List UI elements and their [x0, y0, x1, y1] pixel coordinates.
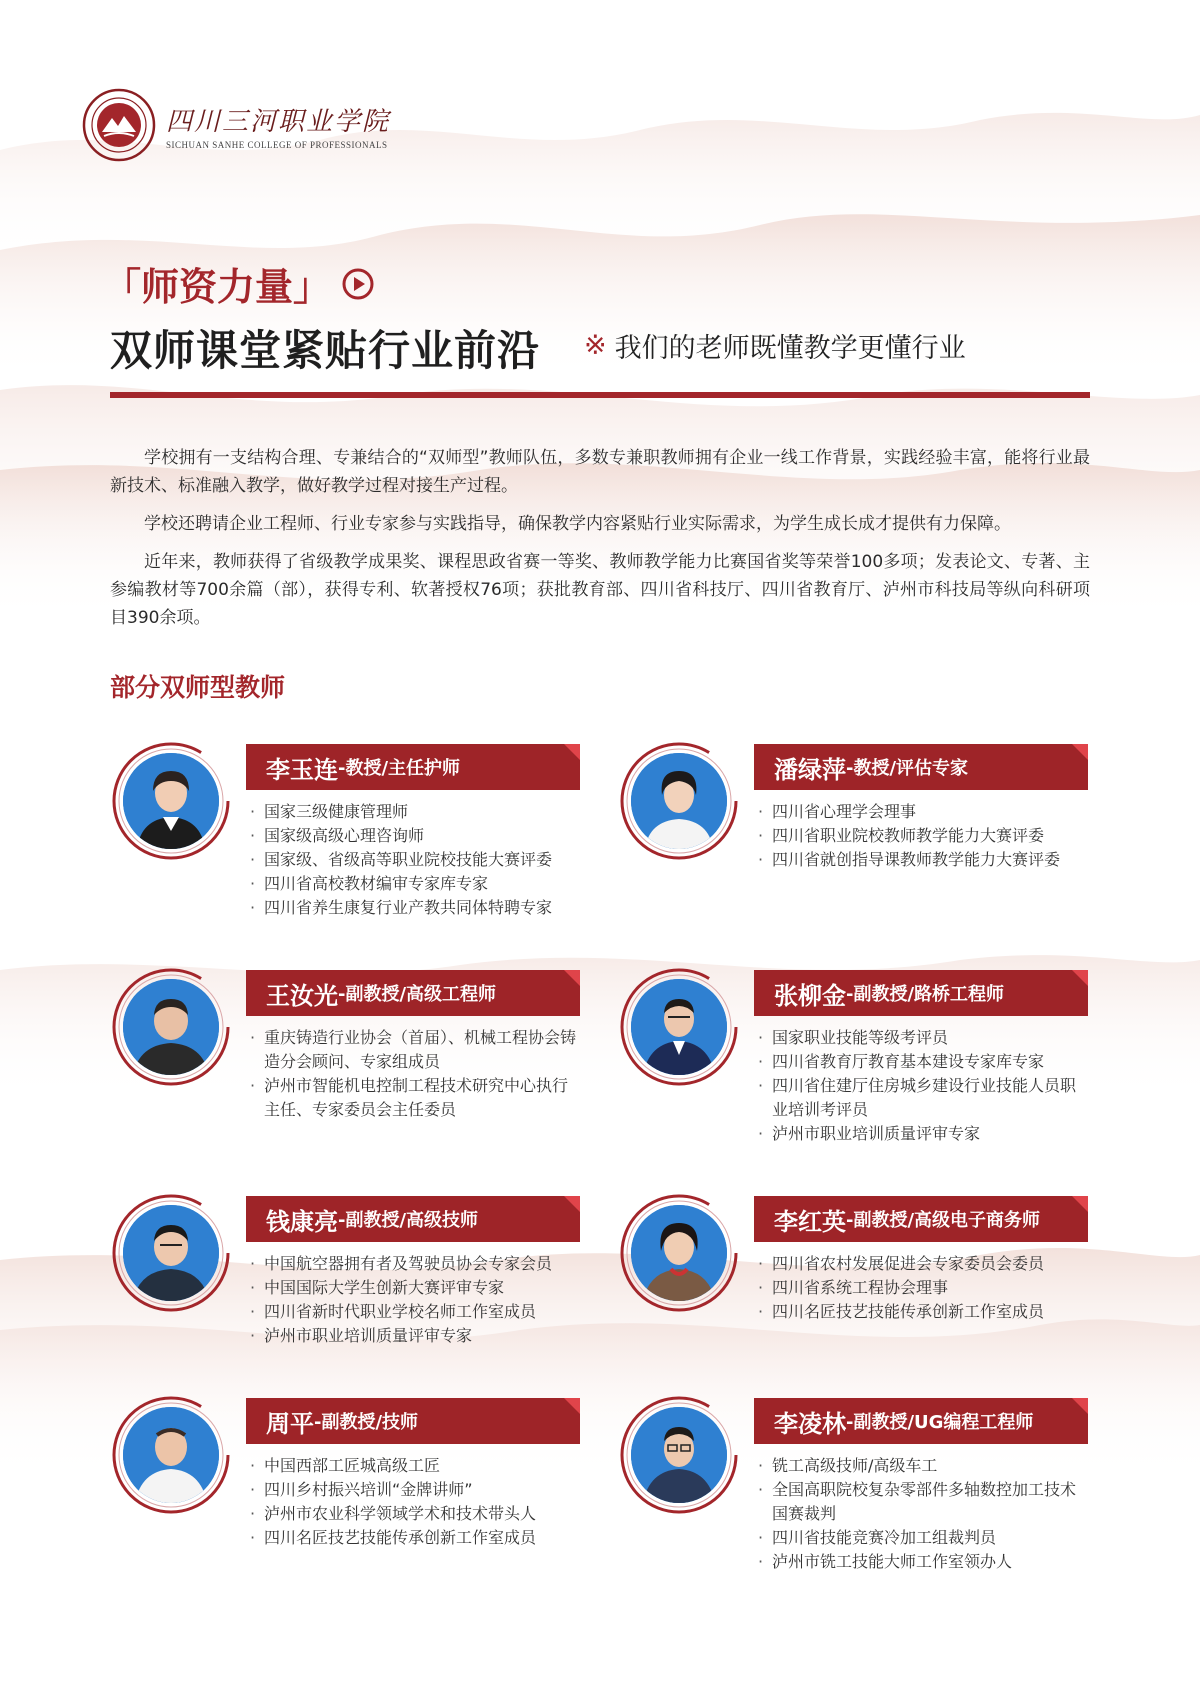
- teacher-name-bar: [246, 1398, 580, 1444]
- teacher-title: -教授/主任护师: [338, 758, 461, 779]
- duty-item: · 泸州市职业培训质量评审专家: [246, 1324, 580, 1348]
- reference-mark-icon: ※: [584, 330, 607, 361]
- teacher-card: [618, 1192, 1088, 1392]
- duty-item: · 泸州市智能机电控制工程技术研究中心执行主任、专家委员会主任委员: [246, 1074, 580, 1122]
- teacher-title: -副教授/高级技师: [338, 1210, 479, 1231]
- portrait: [123, 753, 219, 849]
- teacher-name-bar: [754, 744, 1088, 790]
- duty-item: · 国家级、省级高等职业院校技能大赛评委: [246, 848, 580, 872]
- person-icon: [631, 1407, 727, 1503]
- teacher-title: -副教授/路桥工程师: [846, 984, 1005, 1005]
- person-icon: [631, 753, 727, 849]
- duty-item: · 四川省系统工程协会理事: [754, 1276, 1088, 1300]
- logo-english-name: SICHUAN SANHE COLLEGE OF PROFESSIONALS: [166, 139, 388, 150]
- duty-item: · 泸州市职业培训质量评审专家: [754, 1122, 1088, 1146]
- duty-item: · 泸州市铣工技能大师工作室领办人: [754, 1550, 1088, 1574]
- play-circle-icon: [341, 267, 375, 301]
- person-icon: [123, 979, 219, 1075]
- person-icon: [631, 979, 727, 1075]
- teacher-name-bar: [754, 970, 1088, 1016]
- teacher-duties: [246, 1026, 580, 1122]
- duty-item: · 四川省高校教材编审专家库专家: [246, 872, 580, 896]
- duty-item: · 四川省教育厅教育基本建设专家库专家: [754, 1050, 1088, 1074]
- duty-item: · 四川名匠技艺技能传承创新工作室成员: [246, 1526, 580, 1550]
- person-icon: [123, 1205, 219, 1301]
- duty-item: · 中国航空器拥有者及驾驶员协会专家会员: [246, 1252, 580, 1276]
- intro-text: [110, 444, 1090, 642]
- avatar: [618, 1394, 740, 1516]
- avatar: [618, 740, 740, 862]
- page-title: 双师课堂紧贴行业前沿: [110, 326, 541, 375]
- teacher-name: 李玉连: [266, 755, 338, 784]
- teacher-duties: [754, 1454, 1088, 1574]
- avatar: [110, 1394, 232, 1516]
- teacher-duties: [246, 1454, 580, 1550]
- teacher-card: [110, 1394, 580, 1594]
- teacher-name-bar: [754, 1196, 1088, 1242]
- intro-paragraph-3: 近年来，教师获得了省级教学成果奖、课程思政省赛一等奖、教师教学能力比赛国省奖等荣誉100多项；发表论文、专著、主参编教材等700余篇（部），获得专利、软著授权76项；获批教育部、四川省科技厅、四川省教育厅、泸州市科技局等纵向科研项目390余项。: [110, 552, 1090, 628]
- teacher-card: [110, 1192, 580, 1392]
- person-icon: [123, 753, 219, 849]
- teacher-title: -教授/评估专家: [846, 758, 969, 779]
- portrait: [123, 1205, 219, 1301]
- title-divider: [110, 392, 1090, 398]
- duty-item: · 泸州市农业科学领域学术和技术带头人: [246, 1502, 580, 1526]
- teacher-card: [618, 966, 1088, 1166]
- page-subtitle: [584, 326, 966, 365]
- portrait: [631, 979, 727, 1075]
- avatar: [110, 966, 232, 1088]
- teacher-duties: [246, 800, 580, 920]
- duty-item: · 四川省职业院校教师教学能力大赛评委: [754, 824, 1088, 848]
- portrait: [123, 979, 219, 1075]
- teacher-title: -副教授/技师: [314, 1412, 419, 1433]
- teacher-name: 潘绿萍: [774, 755, 846, 784]
- teacher-name: 王汝光: [266, 981, 338, 1010]
- teacher-name-bar: [754, 1398, 1088, 1444]
- teacher-name: 李红英: [774, 1207, 846, 1236]
- teacher-duties: [754, 800, 1088, 872]
- teacher-title: -副教授/高级工程师: [338, 984, 497, 1005]
- duty-item: · 全国高职院校复杂零部件多轴数控加工技术国赛裁判: [754, 1478, 1088, 1526]
- teacher-card: [618, 740, 1088, 940]
- teacher-duties: [246, 1252, 580, 1348]
- teacher-duties: [754, 1252, 1088, 1324]
- section-tag-text: 「师资力量」: [103, 265, 332, 309]
- portrait: [631, 753, 727, 849]
- avatar: [618, 1192, 740, 1314]
- section-tag: [103, 256, 375, 311]
- duty-item: · 中国国际大学生创新大赛评审专家: [246, 1276, 580, 1300]
- teacher-name-bar: [246, 744, 580, 790]
- avatar: [110, 1192, 232, 1314]
- duty-item: · 重庆铸造行业协会（首届）、机械工程协会铸造分会顾问、专家组成员: [246, 1026, 580, 1074]
- duty-item: · 四川省心理学会理事: [754, 800, 1088, 824]
- teacher-name: 钱康亮: [266, 1207, 338, 1236]
- college-logo: [82, 88, 390, 162]
- intro-paragraph-1: 学校拥有一支结构合理、专兼结合的“双师型”教师队伍，多数专兼职教师拥有企业一线工作背景，实践经验丰富，能将行业最新技术、标准融入教学，做好教学过程对接生产过程。: [110, 448, 1090, 496]
- duty-item: · 四川省住建厅住房城乡建设行业技能人员职业培训考评员: [754, 1074, 1088, 1122]
- duty-item: · 四川名匠技艺技能传承创新工作室成员: [754, 1300, 1088, 1324]
- teacher-card: [618, 1394, 1088, 1594]
- duty-item: · 四川省技能竞赛冷加工组裁判员: [754, 1526, 1088, 1550]
- teacher-name-bar: [246, 1196, 580, 1242]
- duty-item: · 国家三级健康管理师: [246, 800, 580, 824]
- intro-paragraph-2: 学校还聘请企业工程师、行业专家参与实践指导，确保教学内容紧贴行业实际需求，为学生成长成才提供有力保障。: [144, 514, 1011, 534]
- duty-item: · 中国西部工匠城高级工匠: [246, 1454, 580, 1478]
- duty-item: · 四川乡村振兴培训“金牌讲师”: [246, 1478, 580, 1502]
- avatar: [110, 740, 232, 862]
- portrait: [631, 1407, 727, 1503]
- college-seal-icon: [82, 88, 156, 162]
- person-icon: [631, 1205, 727, 1301]
- teachers-heading: 部分双师型教师: [110, 673, 286, 702]
- teacher-card: [110, 966, 580, 1166]
- teacher-duties: [754, 1026, 1088, 1146]
- teacher-name: 李凌林: [774, 1409, 846, 1438]
- teacher-name: 周平: [266, 1409, 314, 1438]
- duty-item: · 四川省农村发展促进会专家委员会委员: [754, 1252, 1088, 1276]
- teacher-card: [110, 740, 580, 940]
- portrait: [631, 1205, 727, 1301]
- duty-item: · 国家职业技能等级考评员: [754, 1026, 1088, 1050]
- subtitle-text: 我们的老师既懂教学更懂行业: [614, 333, 966, 364]
- duty-item: · 四川省养生康复行业产教共同体特聘专家: [246, 896, 580, 920]
- teacher-name: 张柳金: [774, 981, 846, 1010]
- avatar: [618, 966, 740, 1088]
- teacher-title: -副教授/UG编程工程师: [846, 1412, 1034, 1433]
- duty-item: · 四川省新时代职业学校名师工作室成员: [246, 1300, 580, 1324]
- portrait: [123, 1407, 219, 1503]
- duty-item: · 铣工高级技师/高级车工: [754, 1454, 1088, 1478]
- duty-item: · 四川省就创指导课教师教学能力大赛评委: [754, 848, 1088, 872]
- duty-item: · 国家级高级心理咨询师: [246, 824, 580, 848]
- teacher-name-bar: [246, 970, 580, 1016]
- teacher-title: -副教授/高级电子商务师: [846, 1210, 1041, 1231]
- logo-chinese-name: 四川三河职业学院: [166, 106, 391, 137]
- person-icon: [123, 1407, 219, 1503]
